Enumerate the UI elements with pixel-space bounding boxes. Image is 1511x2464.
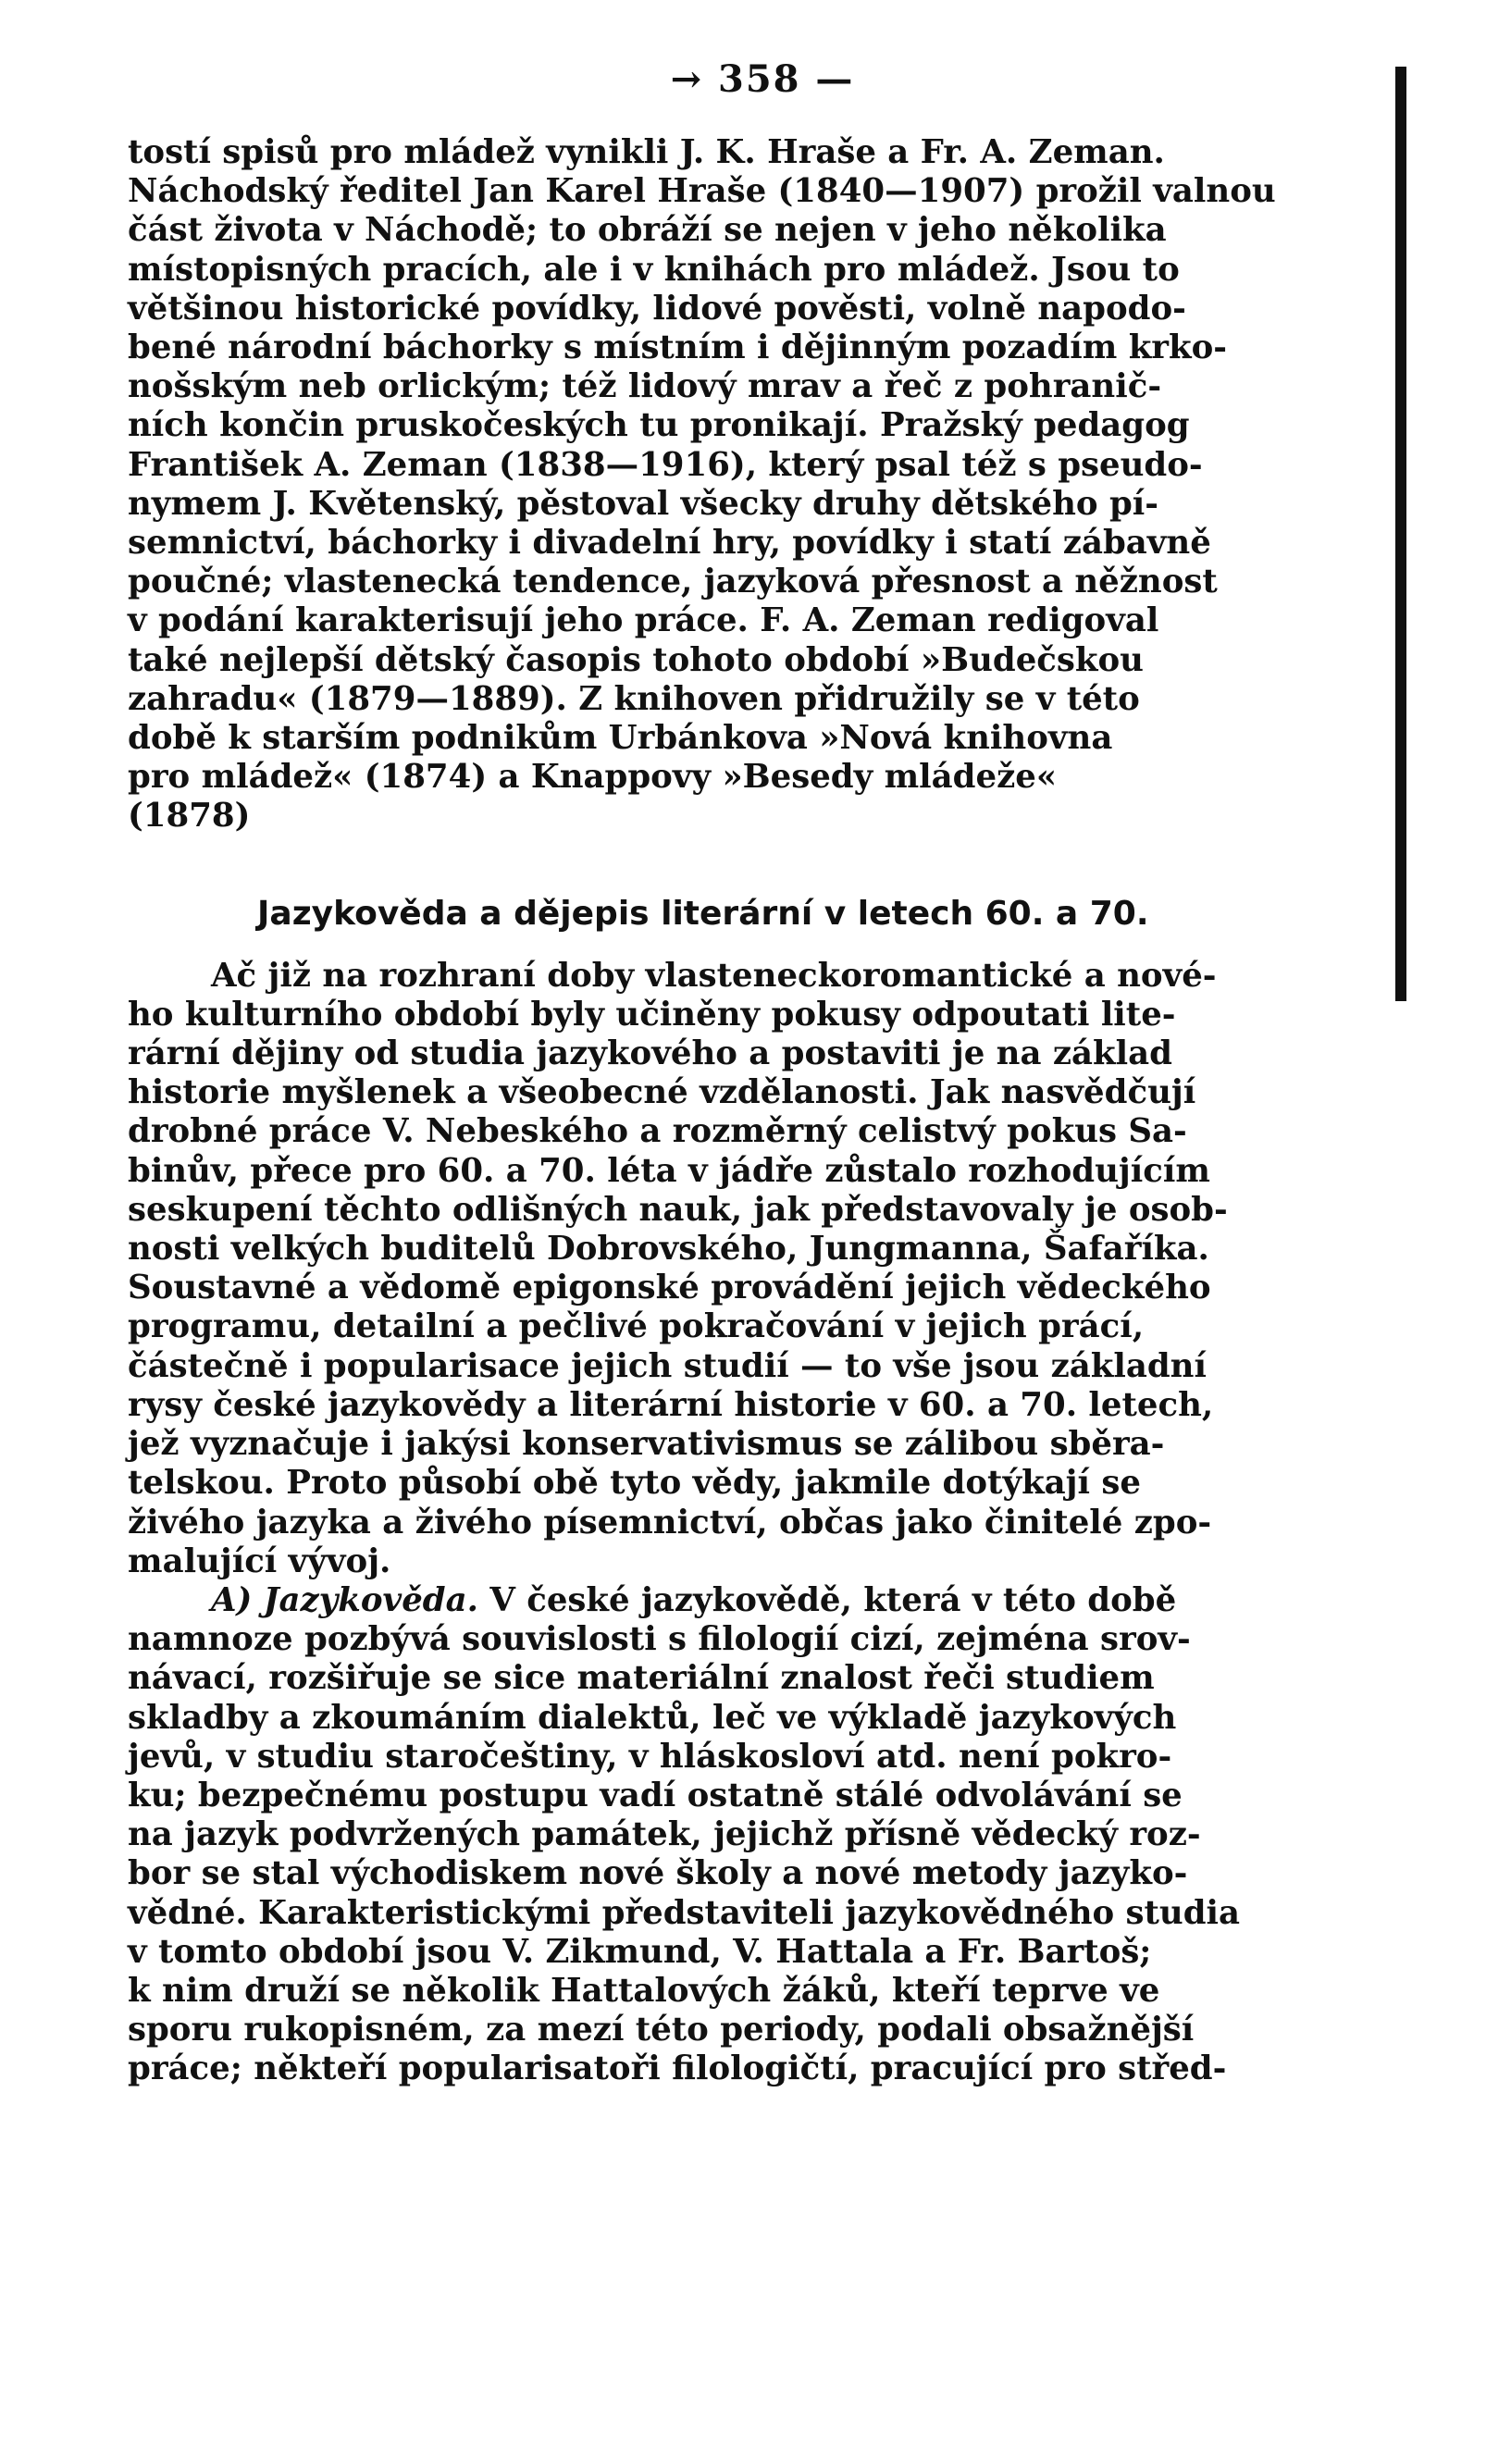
top-paragraph — [128, 133, 1397, 836]
text-line: místopisných pracích, ale i v knihách pro mládež. Jsou to — [128, 250, 1180, 289]
text-line — [128, 1581, 1397, 1620]
text-line: ních končin pruskočeských tu pronikají. Pražský pedagog — [128, 406, 1190, 445]
text-line: částečně i popularisace jejich studií — to vše jsou základní — [128, 1346, 1207, 1385]
text-line: živého jazyka a živého písemnictví, občas jako činitelé zpo- — [128, 1503, 1212, 1542]
text-line: nymem J. Květenský, pěstoval všecky druhy dětského pí- — [128, 484, 1159, 523]
text-line: bené národní báchorky s místním i dějinným pozadím krko- — [128, 328, 1228, 367]
text-line: Náchodský ředitel Jan Karel Hraše (1840—1907) prožil valnou — [128, 172, 1276, 211]
section-heading: Jazykověda a dějepis literární v letech 60. a 70. — [257, 894, 1149, 933]
text-line: vědné. Karakteristickými představiteli jazykovědného studia — [128, 1893, 1241, 1932]
text-line: telskou. Proto působí obě tyto vědy, jakmile dotýkají se — [128, 1464, 1141, 1503]
text-line: nošským neb orlickým; též lidový mrav a řeč z pohranič- — [128, 367, 1162, 406]
text-line: v podání karakterisují jeho práce. F. A. Zeman redigoval — [128, 601, 1159, 640]
text-line: pro mládež« (1874) a Knappovy »Besedy mládeže« — [128, 758, 1058, 797]
text-line: bor se stal východiskem nové školy a nové metody jazyko- — [128, 1854, 1188, 1893]
text-line: drobné práce V. Nebeského a rozměrný celistvý pokus Sa- — [128, 1112, 1187, 1151]
text-line: Ač již na rozhraní doby vlasteneckoromantické a nové- — [211, 956, 1217, 995]
text-line: část života v Náchodě; to obráží se nejen v jeho několika — [128, 211, 1167, 250]
text-line: tostí spisů pro mládež vynikli J. K. Hraše a Fr. A. Zeman. — [128, 133, 1165, 171]
text-line: k nim druží se několik Hattalových žáků, kteří teprve ve — [128, 1971, 1160, 2010]
section-a-first-line: V české jazykovědě, která v této době — [477, 1580, 1177, 1619]
text-line: historie myšlenek a všeobecné vzdělanosti. Jak nasvědčují — [128, 1073, 1196, 1112]
text-line: (1878) — [128, 797, 251, 836]
text-line: návací, rozšiřuje se sice materiální znalost řeči studiem — [128, 1659, 1155, 1698]
text-line: také nejlepší dětský časopis tohoto období »Budečskou — [128, 640, 1144, 679]
text-line: Soustavné a vědomě epigonské provádění jejich vědeckého — [128, 1269, 1211, 1307]
text-line: binův, přece pro 60. a 70. léta v jádře zůstalo rozhodujícím — [128, 1151, 1210, 1190]
text-line: sporu rukopisném, za mezí této periody, podali obsažnější — [128, 2011, 1195, 2049]
text-line: jevů, v studiu staročeštiny, v hláskosloví atd. není pokro- — [128, 1737, 1172, 1776]
section-a-label: A) Jazykověda. — [211, 1580, 478, 1619]
text-line: rární dějiny od studia jazykového a postaviti je na základ — [128, 1034, 1172, 1073]
body-paragraph — [128, 957, 1397, 1581]
page-number: → 358 — — [670, 57, 855, 101]
text-line: většinou historické povídky, lidové pověsti, volně napodo- — [128, 289, 1186, 328]
text-line: namnoze pozbývá souvislosti s filologií cizí, zejména srov- — [128, 1620, 1191, 1659]
text-line: práce; někteří popularisatoři filologičtí, pracující pro střed- — [128, 2049, 1227, 2088]
text-line: v tomto období jsou V. Zikmund, V. Hattala a Fr. Bartoš; — [128, 1932, 1152, 1971]
text-line: na jazyk podvržených památek, jejichž přísně vědecký roz- — [128, 1815, 1201, 1854]
text-line: rysy české jazykovědy a literární historie v 60. a 70. letech, — [128, 1385, 1214, 1424]
text-line: ku; bezpečnému postupu vadí ostatně stálé odvolávání se — [128, 1776, 1183, 1814]
text-line: ho kulturního období byly učiněny pokusy odpoutati lite- — [128, 995, 1176, 1034]
text-line: nosti velkých buditelů Dobrovského, Jungmanna, Šafaříka. — [128, 1230, 1209, 1269]
document-page — [128, 57, 1397, 2089]
text-line: zahradu« (1879—1889). Z knihoven přidružily se v této — [128, 679, 1140, 718]
text-line: době k starším podnikům Urbánkova »Nová knihovna — [128, 719, 1113, 758]
text-line: malující vývoj. — [128, 1542, 391, 1580]
text-line: poučné; vlastenecká tendence, jazyková přesnost a něžnost — [128, 563, 1218, 601]
text-line: František A. Zeman (1838—1916), který psal též s pseudo- — [128, 445, 1203, 484]
text-line: programu, detailní a pečlivé pokračování v jejich prácí, — [128, 1307, 1145, 1346]
text-line: skladby a zkoumáním dialektů, leč ve výkladě jazykových — [128, 1698, 1177, 1737]
text-line: seskupení těchto odlišných nauk, jak představovaly je osob- — [128, 1190, 1228, 1229]
text-line: jež vyznačuje i jakýsi konservativismus se zálibou sběra- — [128, 1425, 1165, 1464]
text-line: semnictví, báchorky i divadelní hry, povídky i statí zábavně — [128, 524, 1211, 563]
section-a-paragraph — [128, 1581, 1397, 2089]
